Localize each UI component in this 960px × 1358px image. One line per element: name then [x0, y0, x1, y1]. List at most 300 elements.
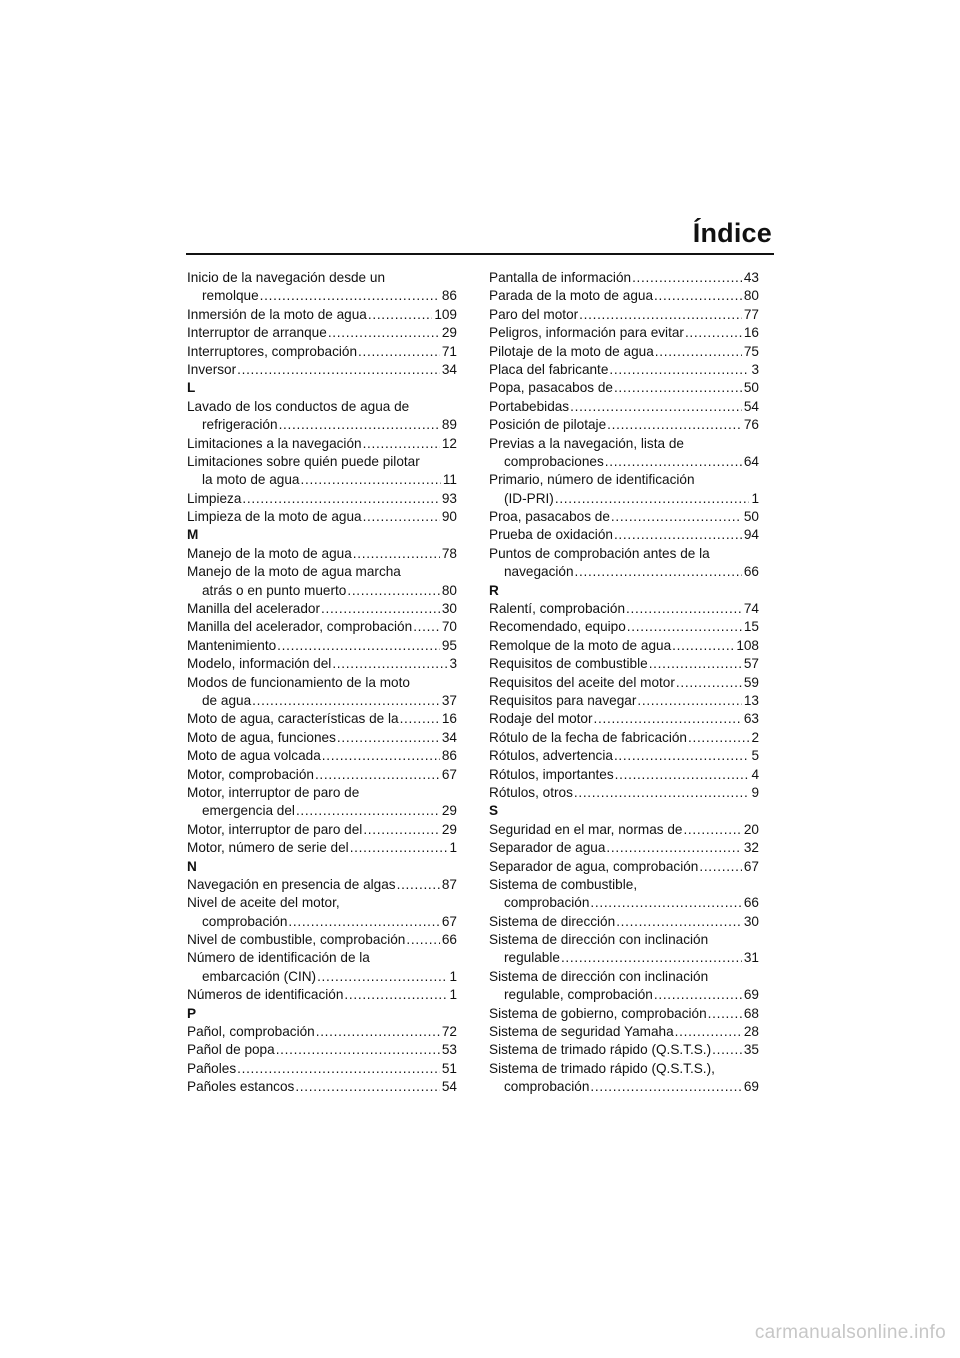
dot-leader: [685, 324, 742, 342]
dot-leader: [332, 655, 447, 673]
index-entry: [489, 710, 759, 728]
dot-leader: [605, 453, 742, 471]
entry-label: Navegación en presencia de algas: [187, 876, 396, 892]
index-entry: [489, 784, 759, 802]
entry-label: (ID-PRI): [504, 490, 554, 506]
dot-leader: [350, 839, 448, 857]
watermark: carmanualsonline.info: [754, 1322, 946, 1343]
page-number: 2: [751, 729, 759, 745]
page-number: 28: [743, 1024, 759, 1040]
page-number: 1: [449, 840, 457, 856]
index-entry: [187, 986, 457, 1004]
entry-label: Moto de agua, características de la: [187, 711, 399, 727]
page-number: 34: [441, 361, 457, 377]
index-entry-text: Sistema de trimado rápido (Q.S.T.S.),: [489, 1060, 715, 1076]
index-entry: [489, 655, 759, 673]
index-entry: [489, 766, 759, 784]
entry-label: Limitaciones a la navegación: [187, 435, 362, 451]
page-number: 78: [441, 545, 457, 561]
index-entry: [187, 876, 457, 894]
index-entry: [489, 1078, 759, 1096]
index-entry-text: Sistema de dirección con inclinación: [489, 932, 709, 948]
index-entry: [489, 949, 759, 967]
dot-leader: [637, 692, 742, 710]
dot-leader: [237, 1060, 440, 1078]
entry-label: comprobación: [504, 1079, 590, 1095]
entry-label: de agua: [202, 692, 252, 708]
entry-label: Requisitos para navegar: [489, 692, 637, 708]
index-entry: [187, 287, 457, 305]
index-entry: [489, 490, 759, 508]
dot-leader: [561, 949, 742, 967]
page-number: 3: [751, 361, 759, 377]
index-entry: [489, 508, 759, 526]
page-number: 3: [449, 656, 457, 672]
entry-label: embarcación (CIN): [202, 968, 317, 984]
entry-label: Paro del motor: [489, 306, 579, 322]
page-number: 54: [441, 1079, 457, 1095]
index-entry-text: Lavado de los conductos de agua de: [187, 398, 410, 414]
page-number: 9: [751, 784, 759, 800]
page-number: 35: [743, 1042, 759, 1058]
page-number: 66: [743, 564, 759, 580]
dot-leader: [614, 379, 742, 397]
dot-leader: [616, 913, 742, 931]
entry-label: Motor, interruptor de paro del: [187, 821, 363, 837]
page-number: 67: [743, 858, 759, 874]
dot-leader: [406, 931, 440, 949]
dot-leader: [288, 913, 439, 931]
page-number: 59: [743, 674, 759, 690]
page-number: 68: [743, 1005, 759, 1021]
dot-leader: [301, 471, 441, 489]
page-number: 13: [743, 692, 759, 708]
dot-leader: [712, 1041, 742, 1059]
index-entry: [489, 600, 759, 618]
index-entry: [187, 710, 457, 728]
index-entry: [489, 637, 759, 655]
dot-leader: [317, 968, 447, 986]
index-entry-text: Número de identificación de la: [187, 950, 370, 966]
index-letter-heading: R: [489, 582, 499, 598]
dot-leader: [400, 710, 440, 728]
dot-leader: [594, 710, 742, 728]
entry-label: Pilotaje de la moto de agua: [489, 343, 654, 359]
page-number: 16: [441, 711, 457, 727]
entry-label: Mantenimiento: [187, 637, 277, 653]
index-entry-text: Previas a la navegación, lista de: [489, 435, 684, 451]
dot-leader: [590, 894, 741, 912]
index-entry: [489, 1023, 759, 1041]
entry-label: Seguridad en el mar, normas de: [489, 821, 683, 837]
dot-leader: [315, 766, 440, 784]
page-number: 69: [743, 1079, 759, 1095]
index-entry: [489, 692, 759, 710]
page-number: 1: [449, 987, 457, 1003]
dot-leader: [579, 306, 742, 324]
index-entry: [489, 986, 759, 1004]
dot-leader: [363, 821, 440, 839]
index-entry: [489, 453, 759, 471]
dot-leader: [368, 306, 432, 324]
index-entry: [187, 306, 457, 324]
page-number: 30: [743, 913, 759, 929]
dot-leader: [611, 508, 742, 526]
entry-label: Placa del fabricante: [489, 361, 609, 377]
dot-leader: [242, 490, 439, 508]
index-entry: [489, 306, 759, 324]
entry-label: Nivel de combustible, comprobación: [187, 932, 406, 948]
entry-label: Remolque de la moto de agua: [489, 637, 672, 653]
entry-label: Inmersión de la moto de agua: [187, 306, 367, 322]
dot-leader: [675, 1023, 742, 1041]
entry-label: Interruptor de arranque: [187, 325, 327, 341]
entry-label: Motor, comprobación: [187, 766, 314, 782]
entry-label: regulable: [504, 950, 560, 966]
entry-label: Requisitos de combustible: [489, 656, 648, 672]
entry-label: Proa, pasacabos de: [489, 509, 610, 525]
index-entry: [187, 343, 457, 361]
page-title: Índice: [692, 218, 772, 248]
index-entry: [489, 618, 759, 636]
page-number: 12: [441, 435, 457, 451]
entry-label: Parada de la moto de agua: [489, 288, 654, 304]
entry-label: Rodaje del motor: [489, 711, 593, 727]
page-number: 15: [743, 619, 759, 635]
index-entry: [187, 839, 457, 857]
index-entry: [489, 324, 759, 342]
entry-label: Sistema de gobierno, comprobación: [489, 1005, 707, 1021]
index-entry-text: Motor, interruptor de paro de: [187, 784, 360, 800]
entry-label: Manilla del acelerador, comprobación: [187, 619, 413, 635]
index-entry: [187, 324, 457, 342]
dot-leader: [655, 343, 742, 361]
dot-leader: [575, 563, 742, 581]
page-number: 20: [743, 821, 759, 837]
dot-leader: [295, 1078, 440, 1096]
dot-leader: [328, 324, 440, 342]
index-entry: [489, 269, 759, 287]
index-entry: [187, 692, 457, 710]
index-column-right: [489, 269, 759, 1097]
entry-label: Números de identificación: [187, 987, 344, 1003]
index-entry: [187, 968, 457, 986]
entry-label: Moto de agua volcada: [187, 748, 321, 764]
entry-label: la moto de agua: [202, 472, 300, 488]
index-entry: [187, 1078, 457, 1096]
dot-leader: [260, 287, 440, 305]
entry-label: comprobación: [202, 913, 288, 929]
entry-label: remolque: [202, 288, 259, 304]
page-number: 90: [441, 509, 457, 525]
dot-leader: [322, 747, 440, 765]
page-number: 32: [743, 840, 759, 856]
index-entry: [187, 471, 457, 489]
page-number: 95: [441, 637, 457, 653]
entry-label: Pantalla de información: [489, 270, 632, 285]
index-entry-text: Primario, número de identificación: [489, 472, 695, 488]
index-entry: [489, 674, 759, 692]
page-number: 76: [743, 417, 759, 433]
page-number: 51: [441, 1060, 457, 1076]
index-letter-heading: N: [187, 858, 197, 874]
page-number: 50: [743, 509, 759, 525]
index-entry: [187, 600, 457, 618]
page-number: 50: [743, 380, 759, 396]
index-entry: [489, 1041, 759, 1059]
entry-label: Pañol de popa: [187, 1042, 275, 1058]
entry-label: comprobación: [504, 895, 590, 911]
page-number: 67: [441, 913, 457, 929]
entry-label: Requisitos del aceite del motor: [489, 674, 675, 690]
index-column-left: [187, 269, 457, 1097]
page-number: 29: [441, 821, 457, 837]
index-entry: [187, 508, 457, 526]
page-number: 69: [743, 987, 759, 1003]
index-entry: [489, 858, 759, 876]
index-letter-heading: M: [187, 527, 199, 543]
index-entry-text: Modos de funcionamiento de la moto: [187, 674, 410, 690]
entry-label: Prueba de oxidación: [489, 527, 613, 543]
page-number: 57: [743, 656, 759, 672]
page-number: 87: [441, 876, 457, 892]
index-entry-text: Inicio de la navegación desde un: [187, 270, 386, 285]
page-number: 70: [441, 619, 457, 635]
index-entry: [187, 802, 457, 820]
index-entry: [489, 894, 759, 912]
entry-label: Peligros, información para evitar: [489, 325, 684, 341]
entry-label: regulable, comprobación: [504, 987, 653, 1003]
index-entry: [187, 361, 457, 379]
index-entry: [187, 435, 457, 453]
entry-label: Manilla del acelerador: [187, 601, 320, 617]
page-number: 77: [743, 306, 759, 322]
index-entry: [187, 1023, 457, 1041]
entry-label: Manejo de la moto de agua: [187, 545, 352, 561]
index-entry: [187, 766, 457, 784]
dot-leader: [344, 986, 447, 1004]
entry-label: Pañoles: [187, 1060, 237, 1076]
dot-leader: [626, 600, 742, 618]
index-entry: [187, 545, 457, 563]
dot-leader: [699, 858, 742, 876]
dot-leader: [363, 508, 440, 526]
page-number: 63: [743, 711, 759, 727]
entry-label: Sistema de seguridad Yamaha: [489, 1024, 674, 1040]
dot-leader: [688, 729, 749, 747]
index-letter-heading: S: [489, 803, 499, 819]
page-number: 66: [441, 932, 457, 948]
index-entry-text: Sistema de dirección con inclinación: [489, 968, 709, 984]
index-entry: [187, 1041, 457, 1059]
entry-label: emergencia del: [202, 803, 295, 819]
dot-leader: [296, 802, 440, 820]
dot-leader: [708, 1005, 742, 1023]
dot-leader: [555, 490, 750, 508]
page-number: 16: [743, 325, 759, 341]
index-entry: [489, 361, 759, 379]
index-letter-heading: L: [187, 380, 196, 396]
page-number: 1: [449, 968, 457, 984]
entry-label: Motor, número de serie del: [187, 840, 349, 856]
dot-leader: [632, 269, 742, 287]
dot-leader: [606, 839, 741, 857]
index-entry: [187, 582, 457, 600]
index-entry: [489, 821, 759, 839]
dot-leader: [590, 1078, 741, 1096]
index-entry: [489, 287, 759, 305]
page-number: 30: [441, 601, 457, 617]
dot-leader: [358, 343, 440, 361]
dot-leader: [683, 821, 741, 839]
dot-leader: [654, 287, 742, 305]
entry-label: Limpieza de la moto de agua: [187, 509, 362, 525]
entry-label: Posición de pilotaje: [489, 417, 607, 433]
page-number: 34: [441, 729, 457, 745]
entry-label: Rótulo de la fecha de fabricación: [489, 729, 687, 745]
dot-leader: [397, 876, 440, 894]
dot-leader: [337, 729, 440, 747]
dot-leader: [237, 361, 440, 379]
index-entry-text: Puntos de comprobación antes de la: [489, 545, 710, 561]
index-entry: [489, 343, 759, 361]
page-number: 86: [441, 748, 457, 764]
index-entry: [489, 416, 759, 434]
page-number: 75: [743, 343, 759, 359]
index-entry: [187, 416, 457, 434]
entry-label: Sistema de dirección: [489, 913, 616, 929]
dot-leader: [609, 361, 749, 379]
index-entry: [187, 618, 457, 636]
title-rule: [186, 253, 774, 255]
page-number: 5: [751, 748, 759, 764]
index-entry: [489, 526, 759, 544]
index-entry: [187, 490, 457, 508]
entry-label: Rótulos, advertencia: [489, 748, 613, 764]
dot-leader: [607, 416, 742, 434]
dot-leader: [353, 545, 440, 563]
index-letter-heading: P: [187, 1005, 197, 1021]
page-number: 54: [743, 398, 759, 414]
entry-label: Recomendado, equipo: [489, 619, 626, 635]
page-number: 89: [441, 417, 457, 433]
entry-label: Pañoles estancos: [187, 1079, 295, 1095]
entry-label: Interruptores, comprobación: [187, 343, 358, 359]
dot-leader: [252, 692, 440, 710]
page-number: 94: [743, 527, 759, 543]
page-number: 108: [736, 637, 759, 653]
entry-label: Separador de agua: [489, 840, 606, 856]
dot-leader: [654, 986, 742, 1004]
dot-leader: [676, 674, 742, 692]
entry-label: Rótulos, otros: [489, 784, 573, 800]
page-number: 43: [743, 270, 759, 285]
index-entry: [489, 1005, 759, 1023]
page-number: 64: [743, 453, 759, 469]
index-entry: [187, 931, 457, 949]
dot-leader: [672, 637, 734, 655]
index-entry: [187, 747, 457, 765]
entry-label: Separador de agua, comprobación: [489, 858, 699, 874]
page-number: 109: [434, 306, 457, 322]
entry-label: atrás o en punto muerto: [202, 582, 347, 598]
dot-leader: [649, 655, 742, 673]
entry-label: Ralentí, comprobación: [489, 601, 626, 617]
dot-leader: [615, 766, 750, 784]
page-number: 72: [441, 1024, 457, 1040]
index-entry-text: Manejo de la moto de agua marcha: [187, 564, 401, 580]
page-number: 11: [442, 472, 457, 488]
page-number: 74: [743, 601, 759, 617]
page-number: 86: [441, 288, 457, 304]
entry-label: Sistema de trimado rápido (Q.S.T.S.): [489, 1042, 712, 1058]
entry-label: comprobaciones: [504, 453, 604, 469]
dot-leader: [279, 416, 440, 434]
page-number: 4: [751, 766, 759, 782]
entry-label: navegación: [504, 564, 574, 580]
page-number: 37: [441, 692, 457, 708]
dot-leader: [321, 600, 440, 618]
index-entry: [187, 655, 457, 673]
index-entry: [489, 398, 759, 416]
entry-label: Portabebidas: [489, 398, 570, 414]
page-number: 29: [441, 325, 457, 341]
page-number: 93: [441, 490, 457, 506]
entry-label: Popa, pasacabos de: [489, 380, 613, 396]
page-number: 80: [441, 582, 457, 598]
index-entry: [187, 637, 457, 655]
entry-label: Modelo, información del: [187, 656, 332, 672]
entry-label: Moto de agua, funciones: [187, 729, 336, 745]
entry-label: refrigeración: [202, 417, 278, 433]
index-entry: [187, 913, 457, 931]
dot-leader: [614, 526, 742, 544]
entry-label: Inversor: [187, 361, 237, 377]
dot-leader: [614, 747, 750, 765]
entry-label: Limpieza: [187, 490, 242, 506]
dot-leader: [574, 784, 750, 802]
index-entry: [489, 839, 759, 857]
index-entry: [489, 379, 759, 397]
page-number: 29: [441, 803, 457, 819]
page-number: 31: [743, 950, 759, 966]
dot-leader: [363, 435, 440, 453]
dot-leader: [277, 637, 440, 655]
entry-label: Pañol, comprobación: [187, 1024, 315, 1040]
dot-leader: [570, 398, 742, 416]
index-entry: [187, 729, 457, 747]
index-entry-text: Nivel de aceite del motor,: [187, 895, 340, 911]
index-entry: [489, 729, 759, 747]
dot-leader: [627, 618, 742, 636]
index-entry: [489, 747, 759, 765]
entry-label: Rótulos, importantes: [489, 766, 614, 782]
page-number: 67: [441, 766, 457, 782]
index-entry: [489, 563, 759, 581]
index-entry: [489, 913, 759, 931]
index-entry: [187, 1060, 457, 1078]
dot-leader: [276, 1041, 440, 1059]
page-number: 53: [441, 1042, 457, 1058]
index-entry: [187, 821, 457, 839]
dot-leader: [316, 1023, 440, 1041]
dot-leader: [347, 582, 440, 600]
page-number: 1: [751, 490, 759, 506]
dot-leader: [413, 618, 440, 636]
index-entry-text: Sistema de combustible,: [489, 876, 638, 892]
index-entry-text: Limitaciones sobre quién puede pilotar: [187, 453, 420, 469]
page-number: 80: [743, 288, 759, 304]
